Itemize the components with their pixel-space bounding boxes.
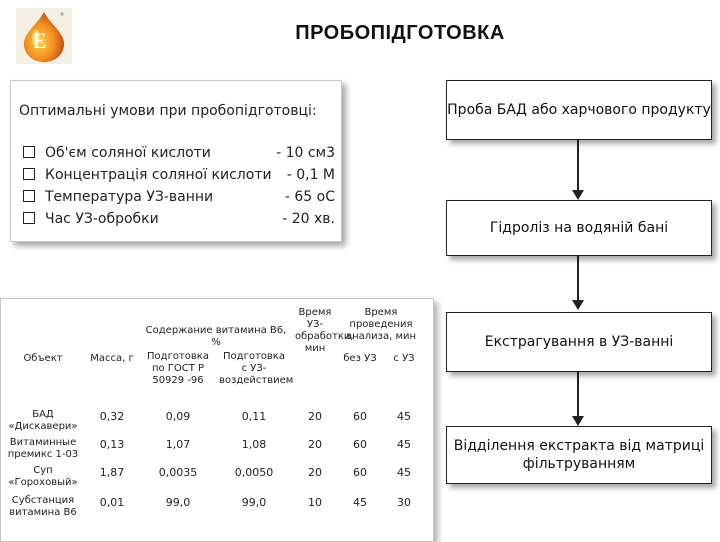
checkbox-bullet-icon <box>23 190 35 202</box>
conditions-panel <box>10 80 342 242</box>
cell-without-us: 60 <box>353 438 367 451</box>
flow-step-extraction: Екстрагування в УЗ-ванні <box>446 312 712 372</box>
cell-with-us: 45 <box>397 410 411 423</box>
flow-arrow-icon <box>577 256 579 302</box>
cell-gost: 99,0 <box>165 496 191 509</box>
col-header-content: Содержание витамина В6, % <box>145 325 287 348</box>
condition-value: - 10 см3 <box>276 145 335 161</box>
condition-label: Час УЗ-обробки <box>45 211 159 227</box>
cell-us: 99,0 <box>241 496 267 509</box>
condition-label: Концентрація соляної кислоти <box>45 167 272 183</box>
condition-value: - 65 оС <box>284 189 335 205</box>
flow-step-filtration: Відділення екстракта від матриці фільтруванням <box>446 426 712 484</box>
cell-object: Суп «Гороховый» <box>8 465 78 488</box>
cell-without-us: 60 <box>353 410 367 423</box>
col-header-analysis-time: Время проведения анализа, мин <box>345 307 417 342</box>
cell-treat-time: 10 <box>308 496 322 509</box>
col-header-us: Подготовка с УЗ-воздействием <box>219 351 294 386</box>
cell-with-us: 45 <box>397 466 411 479</box>
condition-value: - 20 хв. <box>282 211 335 227</box>
flow-arrow-icon <box>577 140 579 192</box>
results-table <box>0 298 434 542</box>
checkbox-bullet-icon <box>23 212 35 224</box>
condition-item <box>23 145 341 161</box>
col-header-mass: Масса, г <box>90 353 134 364</box>
flow-step-sample: Проба БАД або харчового продукту <box>446 80 712 140</box>
cell-gost: 0,0035 <box>158 466 198 479</box>
condition-label: Об'єм соляної кислоти <box>45 145 211 161</box>
cell-treat-time: 20 <box>308 466 322 479</box>
page-title: ПРОБОПІДГОТОВКА <box>295 22 505 44</box>
flow-arrow-icon <box>577 372 579 418</box>
cell-us: 0,11 <box>241 410 267 423</box>
cell-mass: 0,32 <box>99 410 125 423</box>
cell-treat-time: 20 <box>308 410 322 423</box>
condition-label: Температура УЗ-ванни <box>45 189 214 205</box>
vitamin-e-logo-icon <box>16 8 72 64</box>
col-header-without-us: без УЗ <box>343 353 377 364</box>
col-header-treat-time: Время УЗ-обработки, мин <box>295 307 354 354</box>
condition-item <box>23 167 341 183</box>
col-header-with-us: с УЗ <box>393 353 415 364</box>
cell-with-us: 45 <box>397 438 411 451</box>
cell-us: 0,0050 <box>234 466 274 479</box>
condition-item <box>23 189 341 205</box>
cell-mass: 0,13 <box>99 438 125 451</box>
condition-value: - 0,1 М <box>286 167 335 183</box>
cell-gost: 0,09 <box>165 410 191 423</box>
checkbox-bullet-icon <box>23 168 35 180</box>
cell-mass: 1,87 <box>99 466 125 479</box>
logo-letter: E <box>33 28 47 53</box>
col-header-gost: Подготовка по ГОСТ Р 50929 -96 <box>147 351 209 386</box>
cell-without-us: 60 <box>353 466 367 479</box>
cell-gost: 1,07 <box>165 438 191 451</box>
cell-object: БАД «Дискавери» <box>8 409 78 432</box>
cell-object: Витаминные премикс 1-03 <box>7 437 79 460</box>
col-header-object: Объект <box>23 353 63 364</box>
conditions-title: Оптимальні умови при пробопідготовці: <box>19 103 317 119</box>
flow-step-hydrolysis: Гідроліз на водяній бані <box>446 200 712 256</box>
checkbox-bullet-icon <box>23 146 35 158</box>
cell-us: 1,08 <box>241 438 267 451</box>
cell-with-us: 30 <box>397 496 411 509</box>
cell-object: Субстанция витамина В6 <box>9 495 77 518</box>
condition-item <box>23 211 341 227</box>
cell-mass: 0,01 <box>99 496 125 509</box>
cell-without-us: 45 <box>353 496 367 509</box>
cell-treat-time: 20 <box>308 438 322 451</box>
